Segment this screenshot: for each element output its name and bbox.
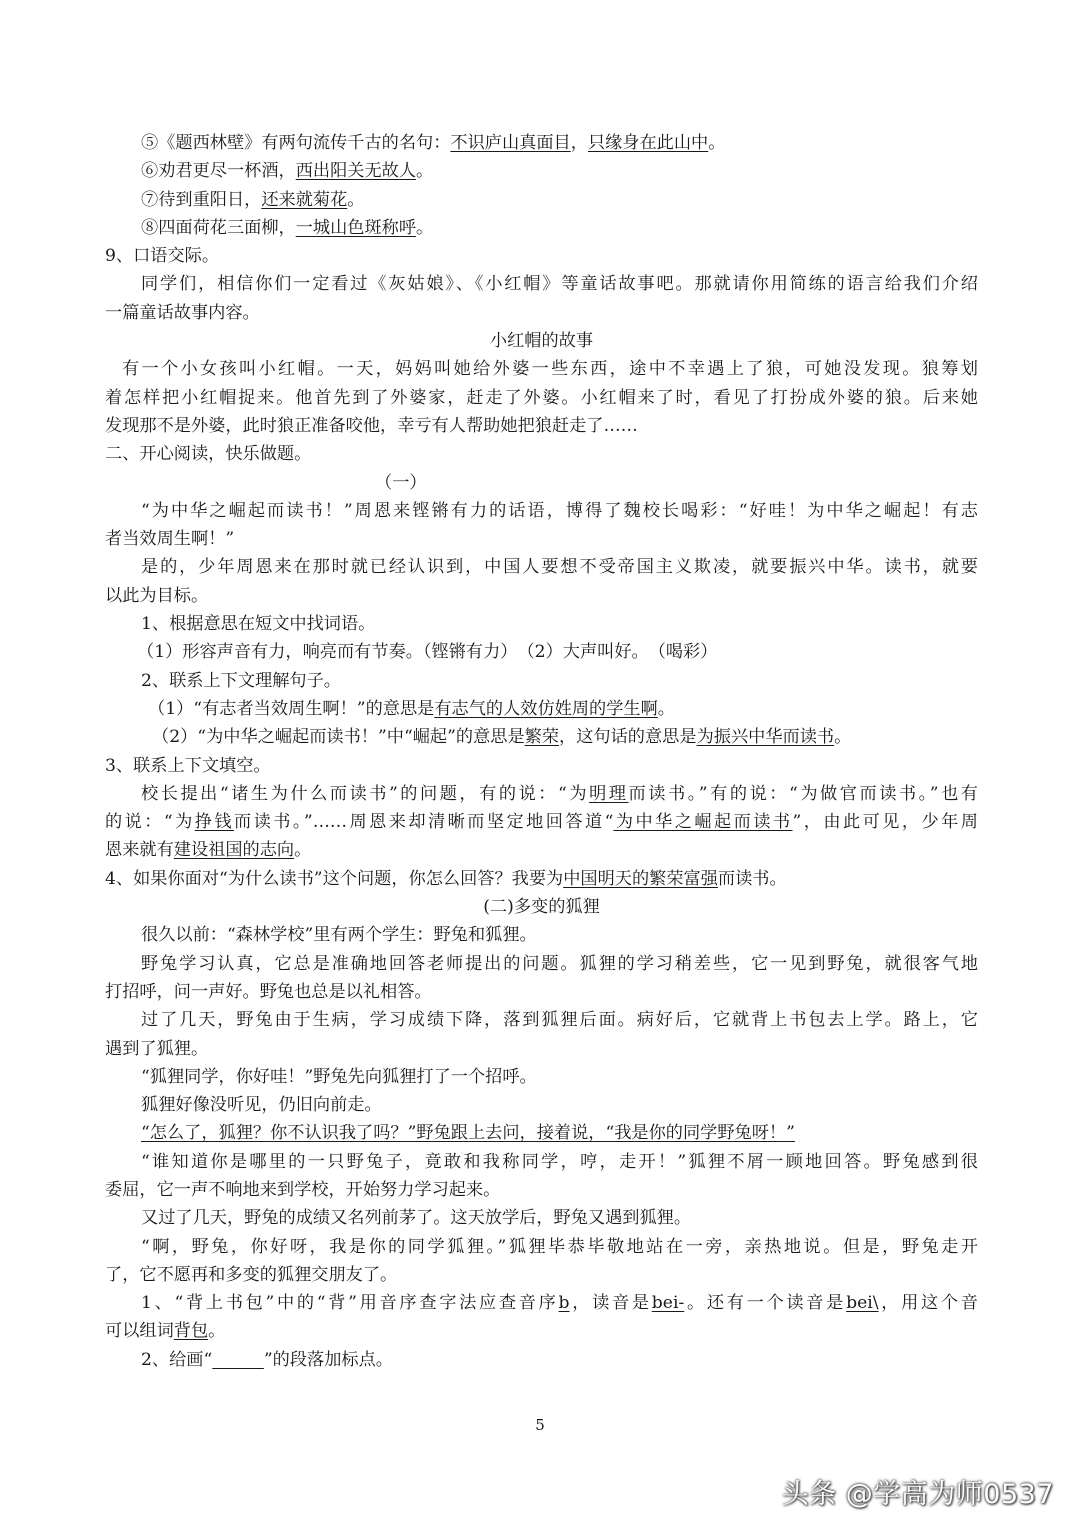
underlined-answer: 建设祖国的志向 — [173, 840, 295, 861]
text-line — [105, 1289, 978, 1317]
text-segment: 狐狸好像没听见，仍旧向前走。 — [141, 1095, 382, 1116]
text-segment: 很久以前：“森林学校”里有两个学生：野兔和狐狸。 — [141, 925, 537, 946]
text-segment: 9、口语交际。 — [105, 246, 220, 267]
text-segment: 1、“背上书包”中的“背”用音序查字法应查音序 — [141, 1293, 559, 1314]
text-segment: 以此为目标。 — [105, 585, 209, 606]
text-segment: 而读书。”有的说：“为做官而读书。”也有 — [628, 783, 978, 804]
text-segment: 同学们，相信你们一定看过《灰姑娘》、《小红帽》等童话故事吧。那就请你用简练的语言给我们介绍 — [141, 274, 978, 295]
text-segment: 野兔学习认真，它总是准确地回答老师提出的问题。狐狸的学习稍差些，它一见到野兔，就很客气地 — [141, 953, 978, 974]
text-segment: 可以组词 — [105, 1321, 174, 1342]
text-line — [105, 525, 978, 553]
text-segment: 。还有一个读音是 — [684, 1293, 847, 1314]
text-line — [105, 723, 978, 751]
text-segment: 委屈，它一声不响地来到学校，开始努力学习起来。 — [105, 1179, 501, 1200]
text-segment: 。 — [347, 189, 365, 210]
text-segment: 过了几天，野兔由于生病，学习成绩下降，落到狐狸后面。病好后，它就背上书包去上学。路上，它 — [141, 1010, 978, 1031]
text-line — [105, 865, 978, 893]
text-line — [105, 638, 978, 666]
underlined-answer: “怎么了，狐狸？你不认识我了吗？”野兔跟上去问，接着说，“我是你的同学野兔呀！” — [141, 1123, 795, 1144]
text-line — [105, 469, 978, 497]
text-line — [105, 355, 978, 383]
text-segment: 恩来就有 — [105, 840, 174, 861]
text-line — [105, 1233, 978, 1261]
text-segment: 打招呼，问一声好。野兔也总是以礼相答。 — [105, 981, 432, 1002]
text-segment: （1）形容声音有力，响亮而有节奏。（铿锵有力） （2）大声叫好。 （喝彩） — [137, 642, 718, 663]
underlined-answer: 不识庐山真面目 — [450, 133, 571, 153]
text-line — [105, 440, 978, 468]
text-segment: 着怎样把小红帽捉来。他首先到了外婆家，赶走了外婆。小红帽来了时，看见了打扮成外婆的狼。后来她 — [105, 387, 978, 408]
underlined-answer: 有志气的人效仿姓周的学生啊 — [434, 698, 658, 719]
text-segment: ⑧四面荷花三面柳， — [141, 217, 296, 238]
text-segment: ⑥劝君更尽一杯酒， — [141, 161, 296, 182]
watermark: 头条 @学高为师0537 — [781, 1479, 1054, 1510]
text-line — [105, 1035, 978, 1063]
text-segment: ⑤《题西林壁》有两句流传千古的名句： — [141, 133, 451, 153]
text-line — [105, 610, 978, 638]
text-segment: 。 — [657, 698, 675, 719]
text-line — [105, 242, 978, 270]
text-line — [105, 1119, 978, 1147]
underlined-answer: 还来就菊花 — [261, 189, 348, 210]
page-number: 5 — [535, 1416, 545, 1434]
text-segment: 4、如果你面对“为什么读书”这个问题，你怎么回答？我要为 — [105, 868, 564, 889]
text-segment: 。 — [416, 217, 434, 238]
text-segment: （2）“为中华之崛起而读书！”中“崛起”的意思是 — [152, 727, 525, 748]
text-segment: 发现那不是外婆，此时狼正准备咬他，幸亏有人帮助她把狼赶走了…… — [105, 415, 638, 436]
text-segment: “谁知道你是哪里的一只野兔子，竟敢和我称同学，哼，走开！”狐狸不屑一顾地回答。野兔感到很 — [141, 1151, 978, 1172]
text-line — [105, 214, 978, 242]
text-segment: 2、联系上下文理解句子。 — [141, 670, 341, 691]
text-line — [105, 921, 978, 949]
text-segment: 又过了几天，野兔的成绩又名列前茅了。这天放学后，野兔又遇到狐狸。 — [141, 1208, 692, 1229]
text-line — [105, 1148, 978, 1176]
underlined-answer: bei\ — [846, 1293, 879, 1314]
text-segment: 。 — [708, 133, 726, 153]
text-line — [105, 1176, 978, 1204]
text-line — [105, 1346, 978, 1374]
text-segment: （一） — [375, 472, 427, 493]
text-segment: （1）“有志者当效周生啊！”的意思是 — [148, 698, 435, 719]
text-segment: 。 — [416, 161, 434, 182]
text-segment: 。 — [208, 1321, 226, 1342]
text-line — [105, 808, 978, 836]
underlined-answer: 西出阳关无故人 — [295, 161, 417, 182]
text-segment: 而读书。”……周恩来却清晰而坚定地回答道“ — [234, 812, 614, 833]
text-line — [105, 780, 978, 808]
text-segment: “为中华之崛起而读书！”周恩来铿锵有力的话语，博得了魏校长喝彩：“好哇！为中华之崛起！有志 — [141, 500, 978, 521]
text-line — [105, 1204, 978, 1232]
text-segment: 小红帽的故事 — [489, 331, 594, 352]
text-segment: (二)多变的狐狸 — [483, 897, 600, 918]
underlined-answer: 繁荣 — [524, 727, 560, 748]
text-segment: 1、根据意思在短文中找词语。 — [141, 614, 376, 635]
underlined-answer: 只缘身在此山中 — [587, 133, 709, 153]
text-line — [105, 129, 978, 157]
text-line — [105, 299, 978, 327]
text-line — [105, 667, 978, 695]
text-segment: 校长提出“诸生为什么而读书”的问题，有的说：“为 — [141, 783, 590, 804]
underlined-answer: 为振兴中华而读书 — [696, 727, 835, 748]
text-segment: 。 — [834, 727, 852, 748]
text-line — [105, 186, 978, 214]
text-segment: “啊，野兔，你好呀，我是你的同学狐狸。”狐狸毕恭毕敬地站在一旁，亲热地说。但是，野兔走开 — [141, 1236, 978, 1257]
text-segment: “狐狸同学，你好哇！”野兔先向狐狸打了一个招呼。 — [141, 1066, 537, 1087]
text-line — [105, 950, 978, 978]
text-line — [105, 1317, 978, 1345]
text-line — [105, 1063, 978, 1091]
underlined-answer: bei- — [651, 1293, 685, 1314]
text-segment: 二、开心阅读，快乐做题。 — [105, 444, 312, 465]
text-segment: 遇到了狐狸。 — [105, 1038, 209, 1059]
underlined-answer: 一城山色斑称呼 — [295, 217, 417, 238]
text-line — [105, 497, 978, 525]
text-segment: ⑦待到重阳日， — [141, 189, 262, 210]
text-line — [105, 978, 978, 1006]
underlined-answer: 背包 — [173, 1321, 209, 1342]
text-line — [105, 327, 978, 355]
text-segment: 2、给画“ — [141, 1349, 213, 1370]
text-segment: 了，它不愿再和多变的狐狸交朋友了。 — [105, 1264, 398, 1285]
text-line — [105, 836, 978, 864]
text-segment: 一篇童话故事内容。 — [105, 302, 260, 323]
text-segment: 是的，少年周恩来在那时就已经认识到，中国人要想不受帝国主义欺凌，就要振兴中华。读书，就要 — [141, 557, 978, 578]
text-line — [105, 893, 978, 921]
text-line — [105, 1091, 978, 1119]
text-segment: ，读音是 — [569, 1293, 652, 1314]
text-line — [105, 553, 978, 581]
text-segment: ，用这个音 — [878, 1293, 978, 1314]
text-line — [105, 412, 978, 440]
text-segment: ，这句话的意思是 — [559, 727, 697, 748]
underlined-answer: 明理 — [589, 783, 629, 804]
text-line — [105, 582, 978, 610]
text-segment: 有一个小女孩叫小红帽。一天，妈妈叫她给外婆一些东西，途中不幸遇上了狼，可她没发现。狼筹划 — [122, 359, 978, 380]
text-line — [105, 384, 978, 412]
text-segment: 3、联系上下文填空。 — [105, 755, 271, 776]
text-line — [105, 695, 978, 723]
text-segment: 的说：“为 — [105, 812, 195, 833]
underlined-answer — [212, 1350, 264, 1370]
text-line — [105, 1261, 978, 1289]
document-body — [105, 129, 978, 1374]
text-segment: ”的段落加标点。 — [263, 1349, 393, 1370]
text-line — [105, 1006, 978, 1034]
underlined-answer: 为中华之崛起而读书 — [613, 812, 793, 833]
text-line — [105, 270, 978, 298]
text-segment: ， — [570, 133, 588, 153]
text-line — [105, 157, 978, 185]
text-segment: 而读书。 — [717, 868, 787, 889]
underlined-answer: 挣钱 — [194, 812, 234, 833]
text-segment: 。 — [294, 840, 312, 861]
text-segment: ”，由此可见，少年周 — [792, 812, 978, 833]
underlined-answer: 中国明天的繁荣富强 — [563, 868, 718, 889]
underlined-answer: b — [558, 1293, 570, 1314]
text-segment: 者当效周生啊！” — [105, 529, 235, 550]
text-line — [105, 752, 978, 780]
